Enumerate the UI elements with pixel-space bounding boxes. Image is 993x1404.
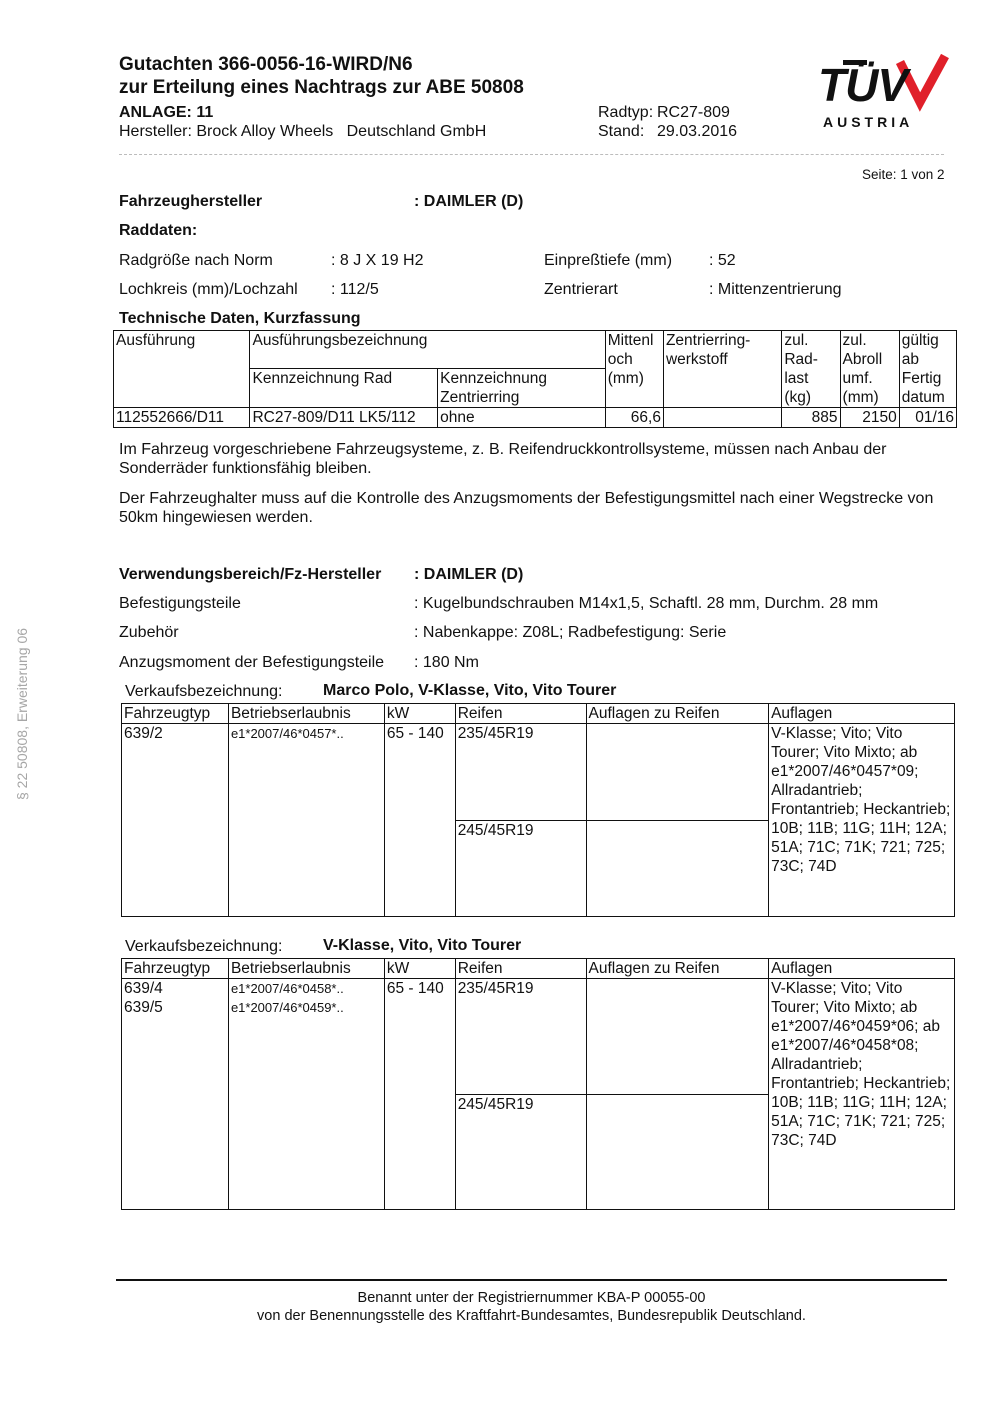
th-kenn-zent: Kennzeichnung Zentrierring	[438, 369, 606, 408]
table-row	[114, 408, 957, 428]
usage-value: : DAIMLER (D)	[414, 566, 524, 583]
table-row	[122, 724, 955, 821]
th-kw: kW	[384, 959, 455, 979]
document-subtitle: zur Erteilung eines Nachtrags zur ABE 50808	[119, 77, 524, 98]
th-fahrzeugtyp: Fahrzeugtyp	[122, 704, 229, 724]
vehicle-type-1: 639/4	[124, 980, 163, 997]
logo-subtext: AUSTRIA	[823, 114, 914, 130]
vehicle-table-2	[121, 958, 955, 1210]
th-reifen: Reifen	[455, 959, 586, 979]
sales-name-2: V-Klasse, Vito, Vito Tourer	[323, 937, 522, 954]
sales-name-1: Marco Polo, V-Klasse, Vito, Vito Tourer	[323, 682, 617, 699]
rim-size-value: : 8 J X 19 H2	[331, 252, 424, 269]
manufacturer-line: Hersteller: Brock Alloy Wheels Deutschland GmbH	[119, 123, 487, 140]
table-row	[122, 979, 955, 1095]
footer-line-2: von der Benennungsstelle des Kraftfahrt-Bundesamtes, Bundesrepublik Deutschland.	[257, 1308, 806, 1324]
footer-divider	[116, 1279, 947, 1281]
tech-data-heading: Technische Daten, Kurzfassung	[119, 310, 361, 327]
th-auflagen: Auflagen	[769, 704, 955, 724]
cell-reifen: 245/45R19	[455, 1094, 586, 1210]
offset-value: : 52	[709, 252, 736, 269]
th-kenn-rad: Kennzeichnung Rad	[250, 369, 438, 408]
cell-auflagen-reifen	[586, 1094, 769, 1210]
approval-2: e1*2007/46*0459*..	[230, 1000, 344, 1015]
fasteners-value: : Kugelbundschrauben M14x1,5, Schaftl. 28 mm, Durchm. 28 mm	[414, 595, 879, 612]
cell-betriebserlaubnis	[228, 979, 384, 1210]
cell-reifen: 235/45R19	[455, 724, 586, 821]
centering-label: Zentrierart	[544, 281, 618, 298]
document-title: Gutachten 366-0056-16-WIRD/N6	[119, 54, 413, 75]
cell-auflagen: V-Klasse; Vito; Vito Tourer; Vito Mixto; ab e1*2007/46*0459*06; ab e1*2007/46*0458*08; Allradantrieb; Frontantrieb; Heckantrieb; 10B; 11B; 11G; 11H; 12A; 51A; 71C; 71K; 721; 725; 73C; 74D	[769, 979, 955, 1210]
th-ausfuehrung: Ausführung	[114, 331, 250, 408]
cell-auflagen-reifen	[586, 979, 769, 1095]
th-radlast: zul. Rad-last (kg)	[782, 331, 840, 408]
th-abroll: zul. Abroll umf. (mm)	[840, 331, 899, 408]
bolt-pattern-label: Lochkreis (mm)/Lochzahl	[119, 281, 298, 298]
th-auflagen-reifen: Auflagen zu Reifen	[586, 704, 769, 724]
th-betriebserlaubnis: Betriebserlaubnis	[228, 959, 384, 979]
cell-werkstoff	[663, 408, 781, 428]
torque-value: : 180 Nm	[414, 654, 479, 671]
offset-label: Einpreßtiefe (mm)	[544, 252, 673, 269]
radtyp-label: Radtyp:	[598, 104, 654, 121]
th-werkstoff: Zentrierring-werkstoff	[663, 331, 781, 408]
cell-gueltig: 01/16	[899, 408, 956, 428]
raddaten-heading: Raddaten:	[119, 222, 198, 239]
usage-label: Verwendungsbereich/Fz-Hersteller	[119, 566, 382, 583]
cell-reifen: 235/45R19	[455, 979, 586, 1095]
accessories-value: : Nabenkappe: Z08L; Radbefestigung: Serie	[414, 624, 727, 641]
cell-auflagen-reifen	[586, 820, 769, 917]
tuv-austria-logo	[812, 54, 950, 134]
th-bezeichnung: Ausführungsbezeichnung	[250, 331, 605, 369]
th-reifen: Reifen	[455, 704, 586, 724]
cell-kenn-zent: ohne	[438, 408, 606, 428]
sales-label-2: Verkaufsbezeichnung:	[125, 938, 283, 955]
cell-kw: 65 - 140	[384, 724, 455, 917]
cell-radlast: 885	[782, 408, 840, 428]
cell-kw: 65 - 140	[384, 979, 455, 1210]
torque-label: Anzugsmoment der Befestigungsteile	[119, 654, 385, 671]
stand-value: 29.03.2016	[657, 123, 738, 140]
tech-data-table	[113, 330, 957, 428]
stand-label: Stand:	[598, 123, 645, 140]
centering-value: : Mittenzentrierung	[709, 281, 842, 298]
note-tpms: Im Fahrzeug vorgeschriebene Fahrzeugsysteme, z. B. Reifendruckkontrollsysteme, müssen nach Anbau der Sonderräder funktionsfähig bleiben.	[119, 441, 887, 477]
cell-abroll: 2150	[840, 408, 899, 428]
cell-auflagen-reifen	[586, 724, 769, 821]
vehicle-table-1	[121, 703, 955, 917]
cell-mittenloch: 66,6	[605, 408, 663, 428]
cell-reifen: 245/45R19	[455, 820, 586, 917]
header-divider	[119, 154, 944, 155]
anlage-label: ANLAGE: 11	[119, 104, 214, 121]
vehicle-type-2: 639/5	[124, 999, 163, 1016]
th-betriebserlaubnis: Betriebserlaubnis	[228, 704, 384, 724]
th-kw: kW	[384, 704, 455, 724]
bolt-pattern-value: : 112/5	[331, 281, 379, 298]
th-fahrzeugtyp: Fahrzeugtyp	[122, 959, 229, 979]
cell-fahrzeugtyp	[122, 979, 229, 1210]
cell-kenn-rad: RC27-809/D11 LK5/112	[250, 408, 438, 428]
footer-line-1: Benannt unter der Registriernummer KBA-P 00055-00	[357, 1290, 706, 1306]
cell-ausfuehrung: 112552666/D11	[114, 408, 250, 428]
radtyp-value: RC27-809	[657, 104, 730, 121]
vehicle-manufacturer-label: Fahrzeughersteller	[119, 193, 263, 210]
th-auflagen-reifen: Auflagen zu Reifen	[586, 959, 769, 979]
cell-fahrzeugtyp: 639/2	[122, 724, 229, 917]
note-torque-check: Der Fahrzeughalter muss auf die Kontrolle des Anzugsmoments der Befestigungsmittel nach einer Wegstrecke von 50km hingewiesen werden.	[119, 490, 934, 526]
fasteners-label: Befestigungsteile	[119, 595, 241, 612]
rim-size-label: Radgröße nach Norm	[119, 252, 273, 269]
page-number: Seite: 1 von 2	[862, 167, 945, 182]
accessories-label: Zubehör	[119, 624, 179, 641]
th-auflagen: Auflagen	[769, 959, 955, 979]
cell-betriebserlaubnis: e1*2007/46*0457*..	[228, 724, 384, 917]
th-mittenloch: Mittenl och (mm)	[605, 331, 663, 408]
approval-1: e1*2007/46*0458*..	[230, 981, 344, 996]
th-gueltig: gültig ab Fertig datum	[899, 331, 956, 408]
vehicle-manufacturer-value: : DAIMLER (D)	[414, 193, 524, 210]
logo-text: TÜV	[818, 59, 907, 111]
cell-auflagen: V-Klasse; Vito; Vito Tourer; Vito Mixto; ab e1*2007/46*0457*09; Allradantrieb; Frontantrieb; Heckantrieb; 10B; 11B; 11G; 11H; 12A; 51A; 71C; 71K; 721; 725; 73C; 74D	[769, 724, 955, 917]
side-note: § 22 50808, Erweiterung 06	[14, 627, 30, 800]
sales-label-1: Verkaufsbezeichnung:	[125, 683, 283, 700]
